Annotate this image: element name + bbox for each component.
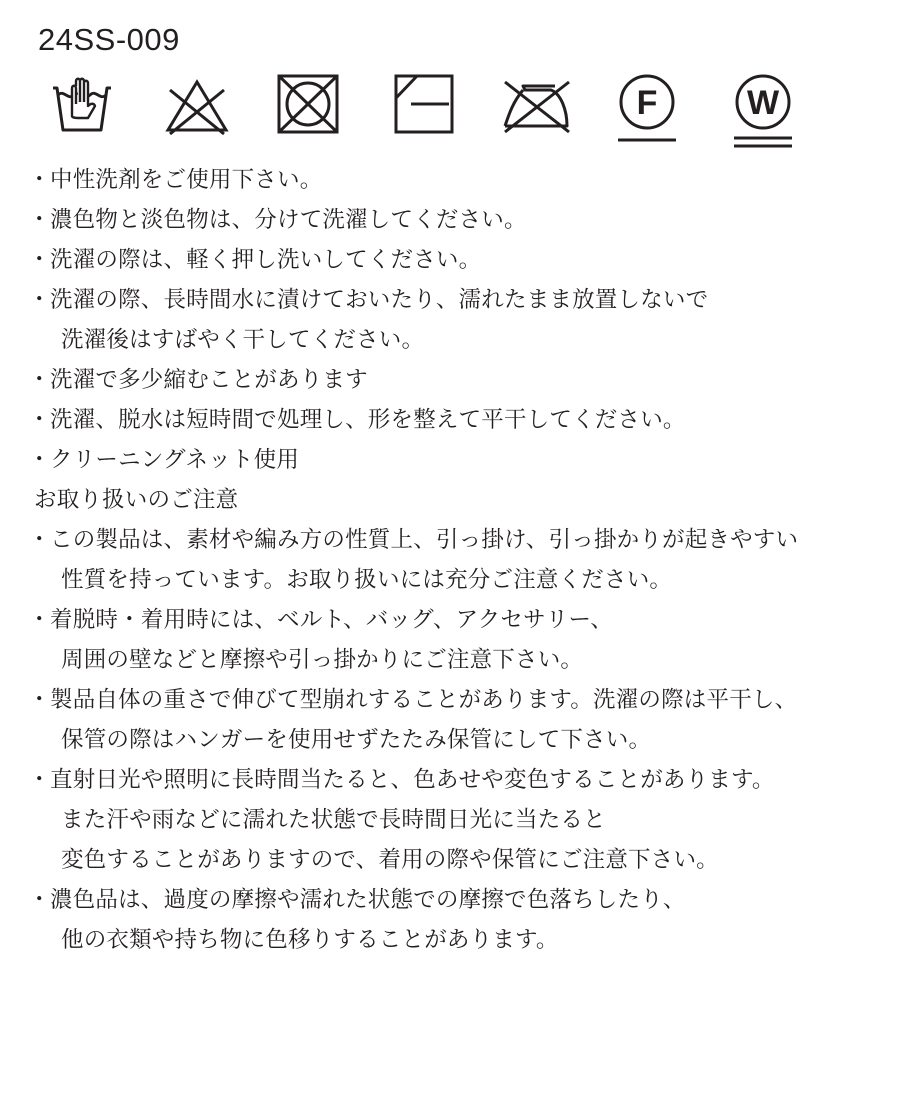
- care-instruction: クリーニングネット使用: [50, 447, 300, 473]
- handling-note-line: [28, 600, 908, 640]
- handling-note: 製品自体の重さで伸びて型崩れすることがあります。洗濯の際は平干し、: [50, 687, 798, 713]
- handling-note: 周囲の壁などと摩擦や引っ掛かりにご注意下さい。: [61, 647, 584, 673]
- handling-note: 他の衣類や持ち物に色移りすることがあります。: [61, 927, 559, 953]
- bullet: ・: [28, 367, 51, 393]
- bullet: ・: [28, 887, 51, 913]
- dry-clean-f-label: F: [636, 84, 658, 122]
- no-tumble-dry-icon: [276, 72, 340, 136]
- bullet: ・: [28, 407, 51, 433]
- dry-flat-in-shade-icon: [393, 72, 457, 136]
- handling-note-continuation: [28, 640, 908, 680]
- wet-clean-w-label: W: [746, 84, 780, 122]
- care-instruction-continuation: [28, 320, 908, 360]
- handling-heading: お取り扱いのご注意: [34, 487, 239, 513]
- care-instruction: 洗濯の際、長時間水に漬けておいたり、濡れたまま放置しないで: [50, 287, 709, 313]
- bullet: ・: [28, 527, 51, 553]
- care-instruction: 洗濯の際は、軽く押し洗いしてください。: [50, 247, 482, 273]
- care-instruction-line: [28, 360, 908, 400]
- handling-note-continuation: [28, 840, 908, 880]
- bullet: ・: [28, 687, 51, 713]
- handling-note: 直射日光や照明に長時間当たると、色あせや変色することがあります。: [50, 767, 775, 793]
- care-instruction-line: [28, 160, 908, 200]
- handling-note: 変色することがありますので、着用の際や保管にご注意下さい。: [61, 847, 719, 873]
- bullet: ・: [28, 607, 51, 633]
- handling-note-continuation: [28, 560, 908, 600]
- handling-note: 濃色品は、過度の摩擦や濡れた状態での摩擦で色落ちしたり、: [50, 887, 686, 913]
- care-instruction-line: [28, 240, 908, 280]
- care-instruction: 洗濯で多少縮むことがあります: [50, 367, 368, 393]
- handling-note: この製品は、素材や編み方の性質上、引っ掛け、引っ掛かりが起きやすい: [50, 527, 799, 553]
- care-instruction-line: [28, 200, 908, 240]
- bullet: ・: [28, 247, 51, 273]
- care-symbol-row: [0, 64, 920, 160]
- care-instruction-line: [28, 280, 908, 320]
- bullet: ・: [28, 447, 51, 473]
- handling-note-line: [28, 760, 908, 800]
- care-instruction: 濃色物と淡色物は、分けて洗濯してください。: [50, 207, 527, 233]
- bullet: ・: [28, 767, 51, 793]
- dry-clean-f-icon: [614, 72, 680, 144]
- care-instruction: 洗濯後はすばやく干してください。: [61, 327, 425, 353]
- handling-note-continuation: [28, 920, 908, 960]
- handling-note-continuation: [28, 800, 908, 840]
- bullet: ・: [28, 207, 51, 233]
- wet-clean-w-icon: [730, 72, 796, 152]
- handling-note: 保管の際はハンガーを使用せずたたみ保管にして下さい。: [61, 727, 652, 753]
- handling-note: また汗や雨などに濡れた状態で長時間日光に当たると: [61, 807, 606, 833]
- no-bleach-icon: [164, 72, 230, 136]
- handling-note: 性質を持っています。お取り扱いには充分ご注意ください。: [61, 567, 673, 593]
- care-text-block: [28, 160, 908, 960]
- no-iron-icon: [501, 72, 575, 136]
- care-instruction: 中性洗剤をご使用下さい。: [50, 167, 323, 193]
- bullet: ・: [28, 167, 51, 193]
- product-code: 24SS-009: [38, 22, 180, 57]
- handling-note-line: [28, 680, 908, 720]
- hand-wash-icon: [50, 72, 114, 136]
- handling-note-continuation: [28, 720, 908, 760]
- handling-note: 着脱時・着用時には、ベルト、バッグ、アクセサリー、: [50, 607, 614, 633]
- care-instruction-line: [28, 440, 908, 480]
- handling-note-line: [28, 520, 908, 560]
- care-instruction: 洗濯、脱水は短時間で処理し、形を整えて平干してください。: [50, 407, 686, 433]
- bullet: ・: [28, 287, 51, 313]
- care-instruction-line: [28, 400, 908, 440]
- handling-note-line: [28, 880, 908, 920]
